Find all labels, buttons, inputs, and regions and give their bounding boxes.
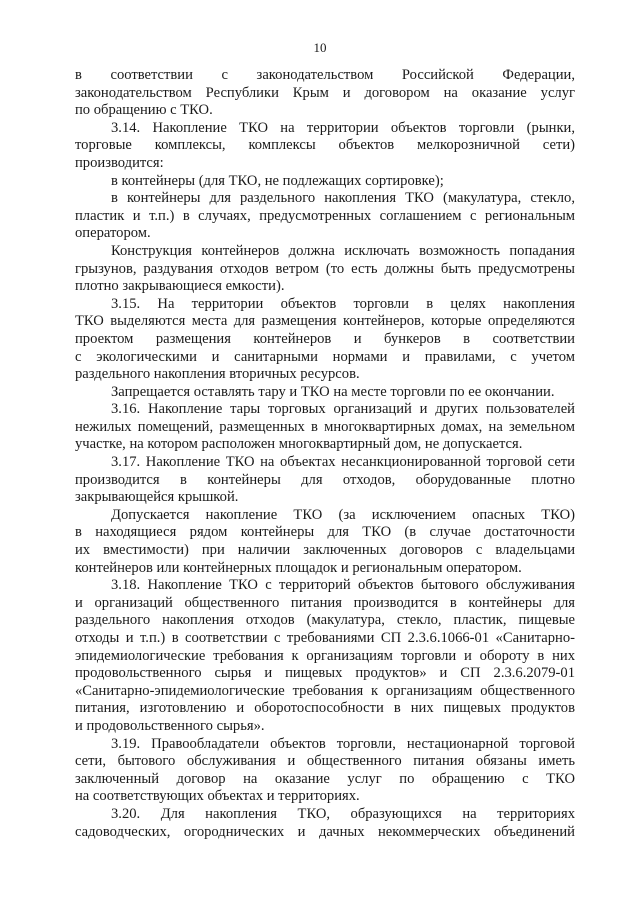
text-line: 3.18. Накопление ТКО с территорий объектов бытового обслуживания <box>111 577 575 594</box>
text-line: по обращению с ТКО. <box>75 102 213 119</box>
text-line: в контейнеры для раздельного накопления ТКО (макулатура, стекло, <box>111 190 575 207</box>
paragraph-3-19 <box>75 736 575 806</box>
text-line: эпидемиологические требования к организациям торговли и обороту в них <box>75 647 575 664</box>
text-line: питания, изготовлению и оборотоспособности в них пищевых продуктов <box>75 700 575 717</box>
text-line: производится: <box>75 154 164 171</box>
text-line: Конструкция контейнеров должна исключать возможность попадания <box>111 242 575 259</box>
paragraph-intro <box>75 67 575 120</box>
paragraph-3-15-a <box>75 384 575 402</box>
text-line: закрывающейся крышкой. <box>75 489 239 506</box>
text-line: Запрещается оставлять тару и ТКО на месте торговли по ее окончании. <box>111 383 555 400</box>
text-line: 3.20. Для накопления ТКО, образующихся на территориях <box>111 805 575 822</box>
text-line: на соответствующих объектах и территориях. <box>75 788 360 805</box>
text-line: Допускается накопление ТКО (за исключением опасных ТКО) <box>111 506 575 523</box>
text-line: 3.19. Правообладатели объектов торговли, нестационарной торговой <box>111 735 575 752</box>
text-line: в соответствии с законодательством Российской Федерации, <box>75 67 575 83</box>
text-line: участке, на котором расположен многоквартирный дом, не допускается. <box>75 436 523 453</box>
text-line: и организаций общественного питания производится в контейнеры для <box>75 594 575 611</box>
paragraph-3-18 <box>75 577 575 735</box>
text-line: сети, бытового обслуживания и общественного питания обязаны иметь <box>75 753 575 770</box>
document-body <box>75 67 575 841</box>
paragraph-3-14-a <box>75 173 575 191</box>
text-line: с экологическими и санитарными нормами и правилами, с учетом <box>75 348 575 365</box>
paragraph-3-14-c <box>75 243 575 296</box>
text-line: в находящиеся рядом контейнеры для ТКО (в случае достаточности <box>75 524 575 541</box>
text-line: 3.14. Накопление ТКО на территории объектов торговли (рынки, <box>111 119 575 136</box>
text-line: контейнеров или контейнерных площадок и региональным оператором. <box>75 559 522 576</box>
text-line: отходы и т.п.) в соответствии с требованиями СП 2.3.6.1066-01 «Санитарно- <box>75 630 575 646</box>
text-line: пластик и т.п.) в случаях, предусмотренных соглашением с региональным <box>75 207 575 224</box>
text-line: нежилых помещений, размещенных в многоквартирных домах, на земельном <box>75 418 575 435</box>
text-line: садоводческих, огороднических и дачных некоммерческих объединений <box>75 823 575 840</box>
paragraph-3-15 <box>75 296 575 384</box>
text-line: 3.17. Накопление ТКО на объектах несанкционированной торговой сети <box>111 454 575 471</box>
text-line: заключенный договор на оказание услуг по обращению с ТКО <box>75 770 575 787</box>
text-line: продовольственного сырья и пищевых продуктов» и СП 2.3.6.2079-01 <box>75 665 575 682</box>
text-line: «Санитарно-эпидемиологические требования к организациям общественного <box>75 682 575 699</box>
text-line: проектом размещения контейнеров и бункеров в соответствии <box>75 330 575 347</box>
text-line: производится в контейнеры для отходов, оборудованные плотно <box>75 471 575 488</box>
text-line: раздельного накопления вторичных ресурсов. <box>75 366 360 383</box>
text-line: грызунов, раздувания отходов ветром (то есть должны быть предусмотрены <box>75 260 575 277</box>
text-line: и продовольственного сырья». <box>75 717 265 734</box>
text-line: ТКО выделяются места для размещения контейнеров, которые определяются <box>75 313 575 330</box>
text-line: оператором. <box>75 225 151 242</box>
paragraph-3-17 <box>75 454 575 507</box>
text-line: законодательством Республики Крым и договором на оказание услуг <box>75 84 575 101</box>
paragraph-3-16 <box>75 401 575 454</box>
paragraph-3-17-a <box>75 507 575 577</box>
text-line: 3.15. На территории объектов торговли в целях накопления <box>111 295 575 312</box>
text-line: плотно закрывающиеся емкости). <box>75 278 285 295</box>
text-line: в контейнеры (для ТКО, не подлежащих сортировке); <box>111 172 444 189</box>
paragraph-3-20 <box>75 806 575 841</box>
text-line: 3.16. Накопление тары торговых организаций и других пользователей <box>111 401 575 418</box>
page-number: 10 <box>313 40 327 55</box>
paragraph-3-14 <box>75 120 575 173</box>
paragraph-3-14-b <box>75 190 575 243</box>
text-line: торговые комплексы, комплексы объектов мелкорозничной сети) <box>75 137 575 154</box>
text-line: раздельного накопления отходов (макулатура, стекло, пластик, пищевые <box>75 612 575 629</box>
text-line: их вместимости) при наличии заключенных договоров с владельцами <box>75 542 575 559</box>
